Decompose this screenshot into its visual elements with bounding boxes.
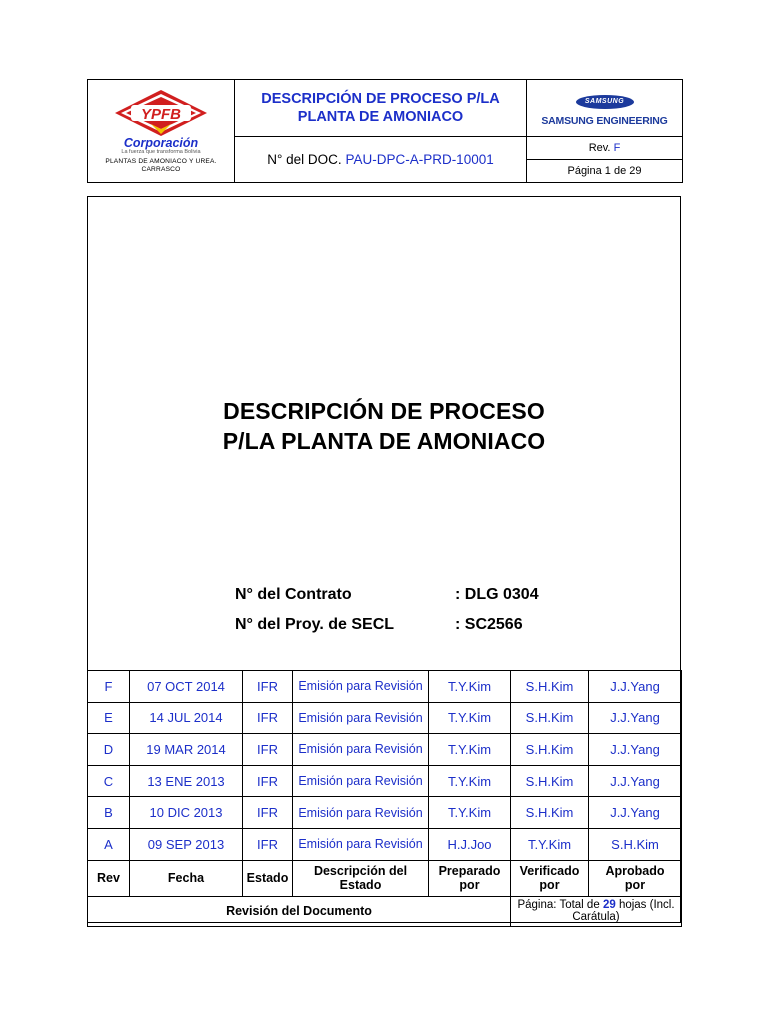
footer-page-total	[511, 896, 682, 926]
doc-title-cell	[235, 80, 527, 137]
cell-estado: IFR	[243, 671, 293, 703]
contract-value: : DLG 0304	[455, 586, 539, 603]
table-header-row	[88, 860, 682, 896]
table-row	[88, 734, 682, 766]
rev-label: Rev.	[588, 142, 611, 154]
footer-total-pages: 29	[602, 899, 616, 912]
main-title-line-1: DESCRIPCIÓN DE PROCESO	[223, 398, 545, 424]
table-row	[88, 702, 682, 734]
cell-verif: S.H.Kim	[511, 702, 589, 734]
cell-aprob: J.J.Yang	[589, 671, 682, 703]
cell-rev: E	[88, 702, 130, 734]
doc-number-cell	[235, 137, 527, 183]
cell-rev: C	[88, 765, 130, 797]
cell-verif: S.H.Kim	[511, 797, 589, 829]
footer-doc-revision: Revisión del Documento	[88, 896, 511, 926]
cell-prep: T.Y.Kim	[429, 765, 511, 797]
client-slogan: La fuerza que transforma Bolivia	[121, 149, 201, 155]
ypfb-logo-icon	[113, 88, 209, 138]
document-header	[87, 79, 683, 183]
doc-number-label: N° del DOC.	[267, 152, 342, 167]
cell-fecha: 14 JUL 2014	[130, 702, 243, 734]
cell-aprob: J.J.Yang	[589, 734, 682, 766]
cell-rev: A	[88, 828, 130, 860]
footer-suffix: hojas (Incl. Carátula)	[572, 899, 675, 924]
cell-aprob: J.J.Yang	[589, 797, 682, 829]
cell-aprob: J.J.Yang	[589, 765, 682, 797]
cell-verif: S.H.Kim	[511, 671, 589, 703]
cell-estado: IFR	[243, 797, 293, 829]
cell-verif: T.Y.Kim	[511, 828, 589, 860]
cell-rev: B	[88, 797, 130, 829]
table-footer-row	[88, 896, 682, 926]
header-prep-line-1: Preparado	[438, 864, 501, 879]
samsung-logo-icon: SAMSUNG	[576, 95, 634, 109]
plant-line-1: PLANTAS DE AMONIACO Y UREA.	[105, 158, 217, 165]
footer-prefix: Página: Total de	[517, 899, 600, 912]
header-verif	[511, 860, 589, 896]
table-row	[88, 671, 682, 703]
cell-prep: T.Y.Kim	[429, 702, 511, 734]
header-aprob-line-2: por	[624, 878, 646, 893]
cell-fecha: 13 ENE 2013	[130, 765, 243, 797]
table-row	[88, 765, 682, 797]
revision-table	[87, 670, 682, 927]
page-number: Página 1 de 29	[527, 160, 683, 183]
plant-line-2: CARRASCO	[141, 166, 181, 173]
header-aprob-line-1: Aprobado	[605, 864, 665, 879]
header-aprob	[589, 860, 682, 896]
rev-value: F	[613, 142, 621, 154]
client-corp-name: Corporación	[123, 136, 199, 150]
svg-text:YPFB: YPFB	[140, 106, 182, 123]
header-desc-line-1: Descripción del	[313, 864, 408, 879]
cell-estado: IFR	[243, 734, 293, 766]
contract-label: N° del Contrato	[235, 586, 352, 603]
header-desc	[293, 860, 429, 896]
project-label: N° del Proy. de SECL	[235, 616, 395, 633]
contractor-logo-cell	[527, 80, 683, 137]
client-logo-cell	[88, 80, 235, 183]
cell-desc: Emisión para Revisión	[293, 765, 429, 797]
header-verif-line-2: por	[539, 878, 560, 893]
header-rev: Rev	[88, 860, 130, 896]
doc-title	[235, 90, 526, 126]
header-desc-line-2: Estado	[339, 878, 382, 893]
header-fecha: Fecha	[130, 860, 243, 896]
cell-verif: S.H.Kim	[511, 765, 589, 797]
cell-aprob: S.H.Kim	[589, 828, 682, 860]
doc-title-line-2: PLANTA DE AMONIACO	[297, 109, 464, 125]
cell-fecha: 19 MAR 2014	[130, 734, 243, 766]
table-row	[88, 797, 682, 829]
project-value: : SC2566	[455, 616, 523, 633]
cell-rev: F	[88, 671, 130, 703]
cell-desc: Emisión para Revisión	[293, 828, 429, 860]
contractor-name: SAMSUNG ENGINEERING	[541, 114, 668, 127]
cell-estado: IFR	[243, 765, 293, 797]
cell-fecha: 09 SEP 2013	[130, 828, 243, 860]
header-prep	[429, 860, 511, 896]
header-prep-line-2: por	[459, 878, 480, 893]
revision-cell	[527, 137, 683, 160]
cell-desc: Emisión para Revisión	[293, 797, 429, 829]
cell-prep: T.Y.Kim	[429, 797, 511, 829]
table-row	[88, 828, 682, 860]
cell-prep: T.Y.Kim	[429, 671, 511, 703]
cell-fecha: 10 DIC 2013	[130, 797, 243, 829]
cell-rev: D	[88, 734, 130, 766]
cell-fecha: 07 OCT 2014	[130, 671, 243, 703]
doc-number: PAU-DPC-A-PRD-10001	[345, 152, 494, 167]
cell-prep: H.J.Joo	[429, 828, 511, 860]
cell-estado: IFR	[243, 828, 293, 860]
cell-desc: Emisión para Revisión	[293, 671, 429, 703]
header-verif-line-1: Verificado	[519, 864, 580, 879]
header-estado: Estado	[243, 860, 293, 896]
main-title-line-2: P/LA PLANTA DE AMONIACO	[222, 428, 546, 454]
client-plant-name	[88, 158, 234, 174]
cell-estado: IFR	[243, 702, 293, 734]
cell-aprob: J.J.Yang	[589, 702, 682, 734]
doc-title-line-1: DESCRIPCIÓN DE PROCESO P/LA	[261, 91, 500, 107]
cell-desc: Emisión para Revisión	[293, 734, 429, 766]
cell-desc: Emisión para Revisión	[293, 702, 429, 734]
cell-prep: T.Y.Kim	[429, 734, 511, 766]
cell-verif: S.H.Kim	[511, 734, 589, 766]
